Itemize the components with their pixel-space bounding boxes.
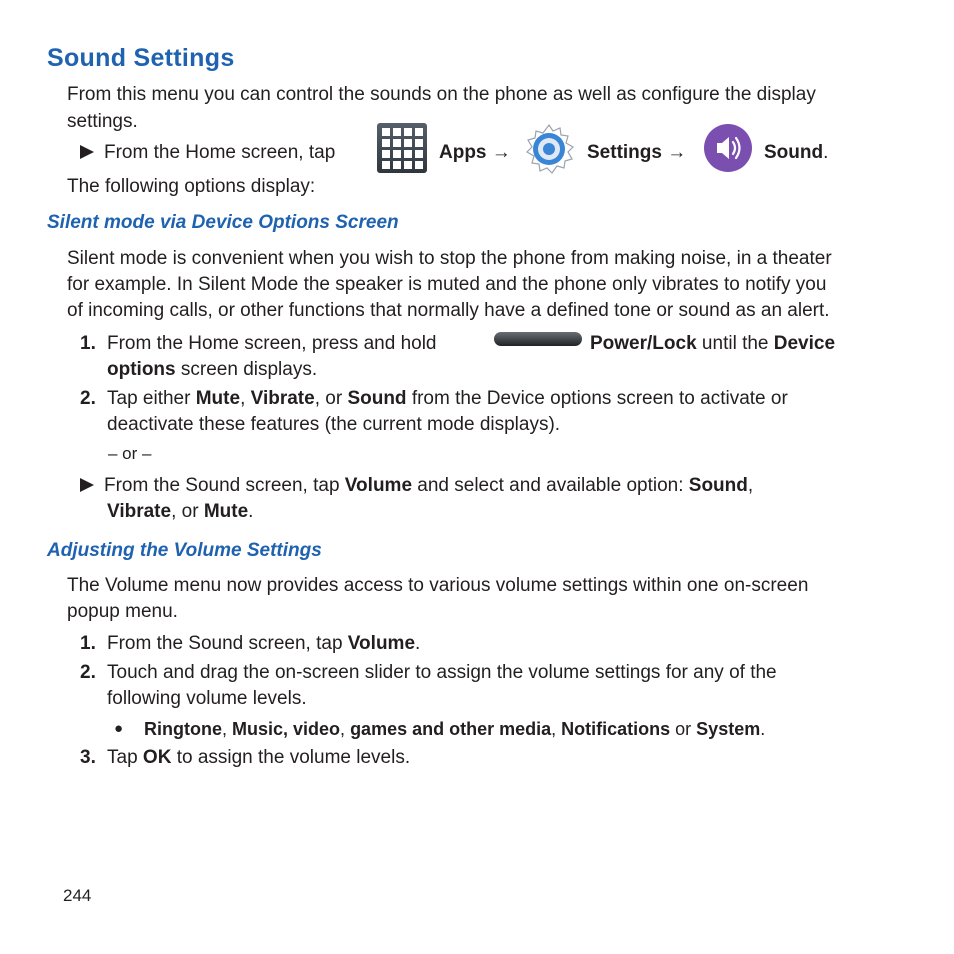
apps-grid-icon	[377, 123, 427, 173]
device-label: Device	[773, 333, 836, 354]
sound-speaker-icon	[703, 123, 753, 173]
step-text: Tap	[107, 747, 143, 768]
nav-arrow-1: →	[491, 142, 511, 163]
step-arrow-icon	[80, 145, 94, 159]
ringtone-label: Ringtone	[144, 719, 222, 739]
step-text: , or	[314, 388, 348, 409]
step-text: to assign the volume levels.	[171, 747, 411, 768]
step-number: 1.	[80, 633, 96, 654]
nav-step	[80, 140, 335, 166]
volume-step-2-line-1: Touch and drag the on-screen slider to assign the volume settings for any of the	[107, 662, 777, 683]
silent-para-line-3: of incoming calls, or other functions that normally have a defined tone or sound as an alert.	[67, 300, 830, 321]
bullet-text: ,	[551, 719, 562, 739]
volume-label: Volume	[347, 633, 416, 654]
bullet-text: .	[760, 719, 766, 739]
vibrate-label: Vibrate	[107, 501, 172, 522]
bullet-text: ,	[222, 719, 233, 739]
step-text: and select and available option:	[412, 475, 689, 496]
nav-prefix: From the Home screen, tap	[104, 142, 336, 163]
section-heading-volume: Adjusting the Volume Settings	[47, 540, 322, 561]
apps-label: Apps	[439, 142, 487, 163]
volume-para-line-2: popup menu.	[67, 601, 178, 622]
step-number: 3.	[80, 747, 96, 768]
ok-label: OK	[142, 747, 172, 768]
page-title: Sound Settings	[47, 44, 235, 72]
step-text: ,	[240, 388, 251, 409]
nav-apps	[439, 140, 511, 166]
step-text: , or	[171, 501, 204, 522]
volume-label: Volume	[344, 475, 413, 496]
volume-step-2-line-2: following volume levels.	[107, 688, 307, 709]
power-key-icon	[493, 330, 583, 348]
sound-label: Sound	[688, 475, 748, 496]
options-display-text: The following options display:	[67, 176, 316, 197]
silent-para-line-2: for example. In Silent Mode the speaker is muted and the phone only vibrates to notify you	[67, 274, 827, 295]
silent-step-1-line-2	[107, 357, 317, 383]
volume-step-3-text	[107, 745, 410, 771]
nav-period: .	[823, 142, 829, 163]
silent-step-2-line-1	[107, 386, 788, 412]
step-number: 2.	[80, 388, 96, 409]
page-number: 244	[63, 886, 92, 905]
step-text: Tap either	[107, 388, 196, 409]
system-label: System	[696, 719, 761, 739]
settings-label: Settings	[587, 142, 662, 163]
volume-levels-bullet	[144, 716, 765, 742]
nav-arrow-2: →	[667, 142, 687, 163]
step-text: from the Device options screen to activate or	[406, 388, 788, 409]
notifications-label: Notifications	[561, 719, 671, 739]
step-text: From the Home screen, press and hold	[107, 333, 437, 354]
step-text: From the Sound screen, tap	[104, 475, 345, 496]
silent-step-2-line-2: deactivate these features (the current mode displays).	[107, 414, 561, 435]
step-text: From the Sound screen, tap	[107, 633, 348, 654]
silent-para-line-1: Silent mode is convenient when you wish to stop the phone from making noise, in a theater	[67, 248, 832, 269]
volume-para-line-1: The Volume menu now provides access to various volume settings within one on-screen	[67, 575, 809, 596]
nav-settings	[587, 140, 686, 166]
music-video-label: Music, video	[232, 719, 341, 739]
step-number: 1.	[80, 333, 96, 354]
step-number: 2.	[80, 662, 96, 683]
vibrate-label: Vibrate	[250, 388, 315, 409]
volume-step-1-text	[107, 631, 420, 657]
alt-step-line-1	[80, 473, 753, 499]
bullet-text: or	[670, 719, 697, 739]
options-label: options	[107, 359, 176, 380]
sound-label: Sound	[764, 142, 824, 163]
bullet-text: ,	[340, 719, 351, 739]
games-media-label: games and other media	[350, 719, 552, 739]
mute-label: Mute	[195, 388, 241, 409]
step-arrow-icon	[80, 478, 94, 492]
alt-step-line-2	[107, 499, 253, 525]
settings-gear-icon	[523, 123, 575, 175]
intro-line-1: From this menu you can control the sounds on the phone as well as configure the display	[67, 84, 816, 105]
step-text: .	[248, 501, 254, 522]
intro-line-2: settings.	[67, 111, 138, 132]
mute-label: Mute	[203, 501, 249, 522]
step-text: until the	[696, 333, 774, 354]
step-text: ,	[747, 475, 754, 496]
sound-label: Sound	[347, 388, 407, 409]
nav-sound	[764, 140, 828, 166]
section-heading-silent-mode: Silent mode via Device Options Screen	[47, 212, 399, 233]
step-text: .	[415, 633, 421, 654]
or-separator: – or –	[108, 444, 152, 463]
step-text: screen displays.	[175, 359, 318, 380]
bullet-dot: ●	[114, 720, 124, 737]
silent-step-1-text-end	[590, 331, 835, 357]
power-lock-label: Power/Lock	[590, 333, 697, 354]
silent-step-1-text	[107, 331, 437, 357]
